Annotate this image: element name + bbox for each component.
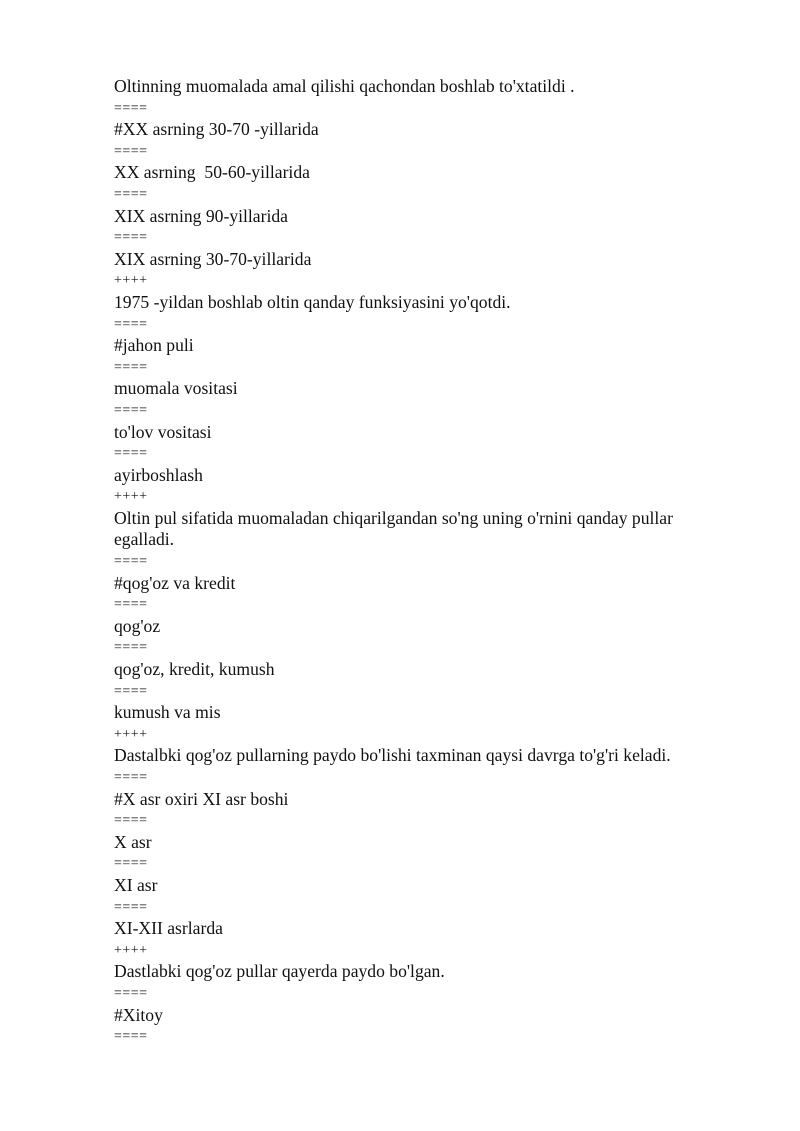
separator-line: ==== — [114, 316, 148, 332]
text-line: XX asrning 50-60-yillarida — [114, 162, 310, 183]
document-body — [114, 76, 724, 1048]
separator-line: ==== — [114, 683, 148, 699]
separator-line: ==== — [114, 359, 148, 375]
separator-line: ==== — [114, 402, 148, 418]
separator-line: ==== — [114, 899, 148, 915]
separator-line: ==== — [114, 100, 148, 116]
text-line: muomala vositasi — [114, 378, 238, 399]
text-line: ayirboshlash — [114, 464, 203, 485]
separator-line: ==== — [114, 597, 148, 613]
text-line: XIX asrning 30-70-yillarida — [114, 248, 312, 269]
separator-line: ==== — [114, 554, 148, 570]
text-line: qog'oz, kredit, kumush — [114, 659, 275, 680]
text-line: XIX asrning 90-yillarida — [114, 205, 288, 226]
separator-line: ==== — [114, 640, 148, 656]
separator-line: ==== — [114, 143, 148, 159]
text-line: XI asr — [114, 874, 158, 895]
separator-line: ==== — [114, 1029, 148, 1045]
text-line: to'lov vositasi — [114, 421, 212, 442]
text-line: #XX asrning 30-70 -yillarida — [114, 119, 319, 140]
text-line: Dastlabki qog'oz pullar qayerda paydo bo'lgan. — [114, 961, 445, 982]
text-line: 1975 -yildan boshlab oltin qanday funksiyasini yo'qotdi. — [114, 291, 511, 312]
separator-line: ==== — [114, 770, 148, 785]
separator-line: ==== — [114, 230, 148, 246]
separator-line: ==== — [114, 813, 148, 829]
text-line: XI-XII asrlarda — [114, 918, 223, 939]
separator-line: ++++ — [114, 942, 148, 958]
separator-line: ++++ — [114, 489, 148, 505]
text-line: qog'oz — [114, 615, 161, 636]
separator-line: ==== — [114, 446, 148, 462]
text-line: Oltin pul sifatida muomaladan chiqarilgandan so'ng uning o'rnini qanday pullar egalladi. — [114, 507, 678, 550]
text-line: #jahon puli — [114, 335, 194, 356]
separator-line: ++++ — [114, 726, 148, 742]
text-line: #X asr oxiri XI asr boshi — [114, 788, 289, 809]
separator-line: ==== — [114, 856, 148, 872]
separator-line: ==== — [114, 186, 148, 202]
text-line: #qog'oz va kredit — [114, 572, 236, 593]
text-line: #Xitoy — [114, 1004, 163, 1025]
text-line: Dastalbki qog'oz pullarning paydo bo'lishi taxminan qaysi davrga to'g'ri keladi. — [114, 745, 671, 766]
separator-line: ++++ — [114, 273, 148, 289]
text-line: X asr — [114, 831, 152, 852]
text-line: Oltinning muomalada amal qilishi qachondan boshlab to'xtatildi . — [114, 76, 575, 96]
text-line: kumush va mis — [114, 702, 221, 723]
separator-line: ==== — [114, 985, 148, 1001]
